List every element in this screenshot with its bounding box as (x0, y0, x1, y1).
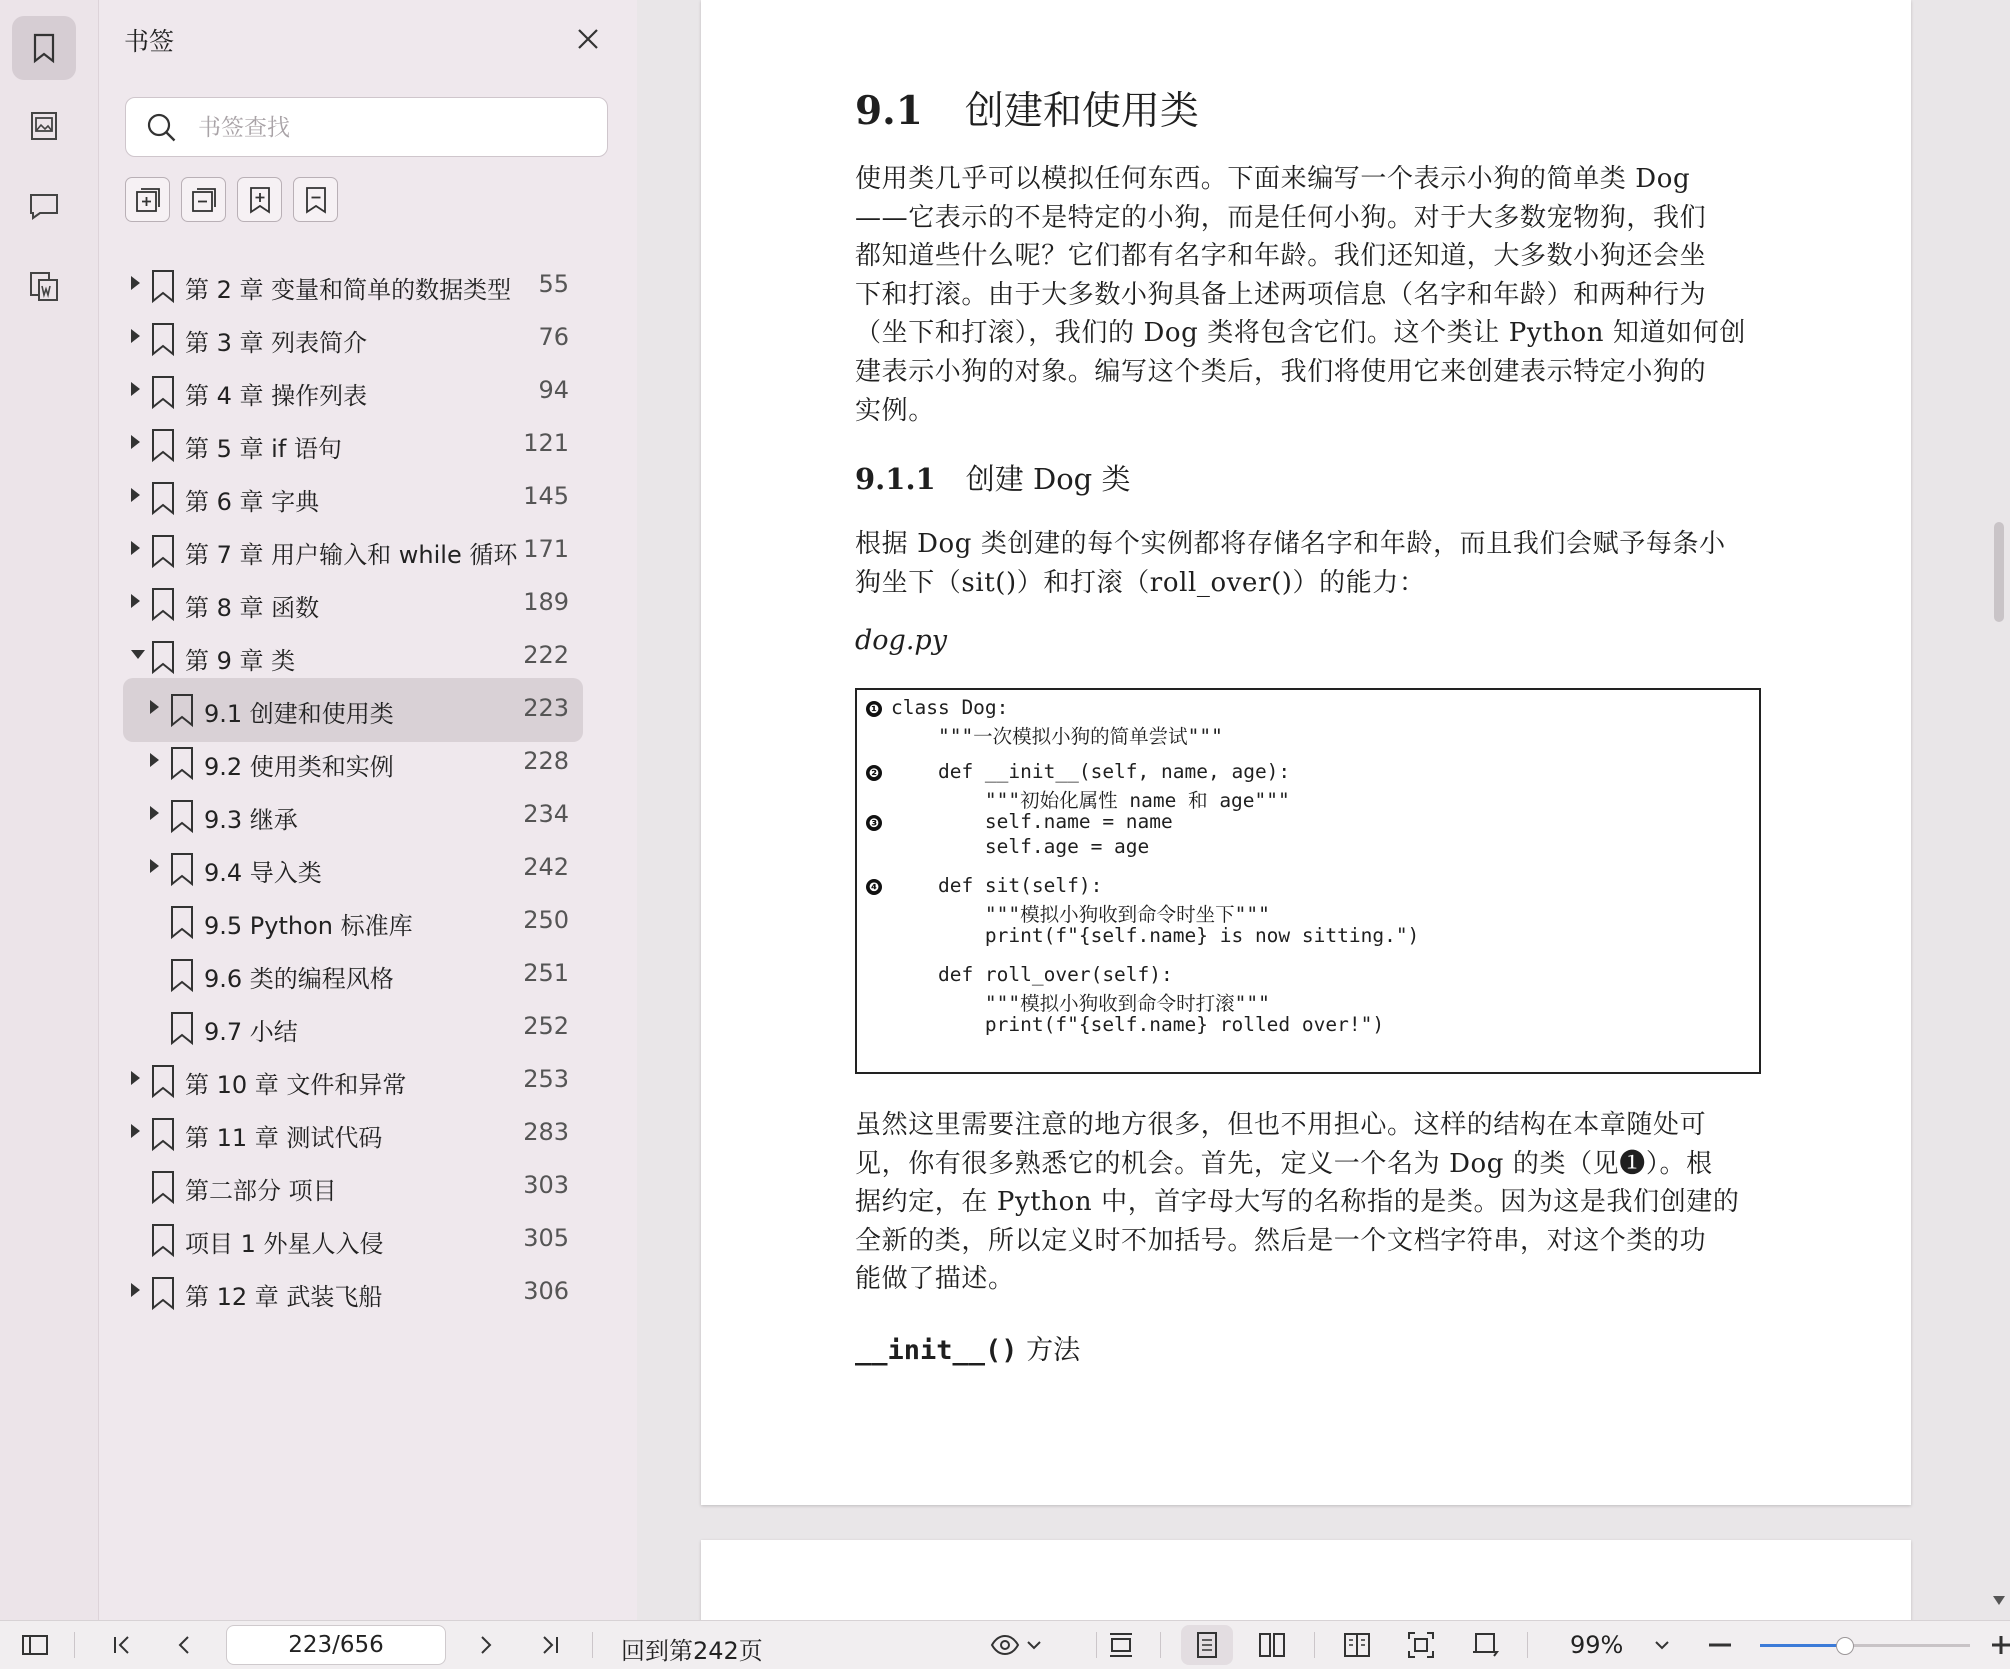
book-view-icon[interactable] (1342, 1630, 1372, 1660)
bookmark-page-number: 283 (523, 1118, 569, 1146)
bookmark-page-number: 121 (523, 429, 569, 457)
code-line: """模拟小狗收到命令时打滚""" (891, 992, 1270, 1015)
document-scroll-thumb[interactable] (1994, 522, 2004, 622)
text-line: 下和打滚。由于大多数小狗具备上述两项信息（名字和年龄）和两种行为 (855, 279, 1707, 310)
code-line: self.age = age (891, 835, 1150, 858)
first-page-icon[interactable] (107, 1630, 137, 1660)
bookmark-page-number: 251 (523, 959, 569, 987)
zoom-slider-fill (1760, 1644, 1844, 1647)
bookmark-label: 第 9 章 类 (185, 647, 296, 675)
bookmark-icon (149, 268, 177, 304)
eye-icon[interactable] (990, 1630, 1020, 1660)
bookmark-icon (168, 904, 196, 940)
text-line: 建表示小狗的对象。编写这个类后，我们将使用它来创建表示特定小狗的 (855, 356, 1707, 387)
single-page-icon[interactable] (1192, 1630, 1222, 1660)
bookmark-page-number: 171 (523, 535, 569, 563)
bookmark-label: 第二部分 项目 (185, 1177, 337, 1205)
subsection-title: 创建 Dog 类 (965, 462, 1131, 496)
text-line: （坐下和打滚），我们的 Dog 类将包含它们。这个类让 Python 知道如何创 (855, 318, 1746, 349)
thumbnail-icon[interactable] (12, 94, 76, 158)
bookmark-page-number: 223 (523, 694, 569, 722)
back-to-page-link[interactable]: 回到第242页 (621, 1637, 763, 1665)
divider (592, 1632, 593, 1658)
bookmark-label: 第 10 章 文件和异常 (185, 1071, 407, 1099)
expand-arrow-icon[interactable] (131, 541, 140, 555)
code-line: self.name = name (891, 810, 1173, 833)
expand-bookmark-icon[interactable] (237, 177, 282, 222)
code-line: def roll_over(self): (891, 963, 1173, 986)
next-page-icon[interactable] (470, 1630, 500, 1660)
bookmark-icon (168, 692, 196, 728)
bookmark-label: 第 8 章 函数 (185, 594, 320, 622)
section-heading (855, 80, 1199, 136)
bookmark-page-number: 253 (523, 1065, 569, 1093)
bookmark-icon (149, 427, 177, 463)
expand-arrow-icon[interactable] (131, 329, 140, 343)
code-line: """一次模拟小狗的简单尝试""" (891, 725, 1223, 748)
bookmark-icon (168, 957, 196, 993)
bookmark-page-number: 189 (523, 588, 569, 616)
code-annotation-marker: ❸ (866, 815, 882, 831)
bookmark-label: 9.4 导入类 (204, 859, 322, 887)
code-annotation-marker: ❶ (866, 701, 882, 717)
divider (1314, 1632, 1315, 1658)
init-code: __init__() (855, 1335, 1018, 1366)
bookmark-page-number: 145 (523, 482, 569, 510)
text-line: 实例。 (855, 395, 935, 426)
search-icon (146, 112, 178, 144)
attachment-icon[interactable] (12, 254, 76, 318)
next-pdf-page (701, 1540, 1911, 1620)
bookmark-toolbar (125, 177, 338, 222)
expand-arrow-icon[interactable] (131, 382, 140, 396)
code-listing (855, 688, 1761, 1074)
section-number: 9.1 (855, 88, 923, 134)
bookmark-icon (149, 1275, 177, 1311)
add-bookmark-icon[interactable] (125, 177, 170, 222)
bookmark-label: 9.1 创建和使用类 (204, 700, 394, 728)
bookmark-item[interactable] (123, 1261, 583, 1325)
expand-arrow-icon[interactable] (131, 1124, 140, 1138)
fit-width-icon[interactable] (1106, 1630, 1136, 1660)
bookmark-page-number: 252 (523, 1012, 569, 1040)
bookmark-icon (149, 1116, 177, 1152)
expand-arrow-icon[interactable] (131, 276, 140, 290)
left-rail (0, 0, 99, 1620)
bookmark-page-number: 234 (523, 800, 569, 828)
bookmark-page-number: 55 (538, 270, 569, 298)
collapse-bookmark-icon[interactable] (293, 177, 338, 222)
text-line: 根据 Dog 类创建的每个实例都将存储名字和年龄，而且我们会赋予每条小 (855, 529, 1726, 559)
text-line: 虽然这里需要注意的地方很多，但也不用担心。这样的结构在本章随处可 (855, 1110, 1707, 1140)
bookmark-page-number: 76 (538, 323, 569, 351)
zoom-in-icon[interactable] (1990, 1630, 2010, 1660)
bookmark-icon (168, 851, 196, 887)
bookmark-icon (149, 586, 177, 622)
subsection-number: 9.1.1 (855, 462, 936, 496)
search-input[interactable] (196, 108, 590, 148)
zoom-out-icon[interactable] (1705, 1630, 1735, 1660)
remove-bookmark-icon[interactable] (181, 177, 226, 222)
code-line: print(f"{self.name} rolled over!") (891, 1013, 1385, 1036)
bookmark-label: 第 11 章 测试代码 (185, 1124, 383, 1152)
paragraph-dog (855, 525, 1755, 602)
bookmark-icon (149, 321, 177, 357)
text-line: 能做了描述。 (855, 1264, 1015, 1295)
bookmark-panel (99, 0, 637, 1620)
text-line: 全新的类，所以定义时不加括号。然后是一个文档字符串，对这个类的功 (855, 1225, 1707, 1256)
bookmark-icon[interactable] (12, 16, 76, 80)
bookmark-page-number: 306 (523, 1277, 569, 1305)
pdf-page (701, 0, 1911, 1505)
last-page-icon[interactable] (535, 1630, 565, 1660)
scroll-down-icon[interactable] (1993, 1596, 2005, 1605)
bookmark-icon (149, 639, 177, 675)
close-icon[interactable] (571, 22, 605, 56)
expand-arrow-icon[interactable] (131, 435, 140, 449)
init-label: 方法 (1017, 1335, 1081, 1366)
chevron-down-icon[interactable] (1024, 1630, 1044, 1660)
expand-arrow-icon[interactable] (150, 859, 159, 873)
code-annotation-marker: ❷ (866, 765, 882, 781)
bookmark-icon (168, 745, 196, 781)
bookmark-label: 第 3 章 列表简介 (185, 329, 368, 357)
bookmark-label: 9.3 继承 (204, 806, 298, 834)
subsection-heading (855, 457, 1130, 498)
text-line: 见，你有很多熟悉它的机会。首先，定义一个名为 Dog 的类（见❶）。根 (855, 1148, 1713, 1179)
bookmark-page-number: 242 (523, 853, 569, 881)
bookmark-label: 第 5 章 if 语句 (185, 435, 342, 463)
bookmark-label: 9.5 Python 标准库 (204, 912, 413, 940)
comment-icon[interactable] (12, 174, 76, 238)
bookmark-label: 第 6 章 字典 (185, 488, 320, 516)
divider (74, 1632, 75, 1658)
previous-page-icon[interactable] (170, 1630, 200, 1660)
expand-arrow-icon[interactable] (131, 1071, 140, 1085)
code-line: class Dog: (891, 696, 1009, 719)
bookmark-label: 第 2 章 变量和简单的数据类型 (185, 276, 512, 304)
code-line: def sit(self): (891, 874, 1103, 897)
text-line: 据约定，在 Python 中，首字母大写的名称指的是类。因为这是我们创建的 (855, 1187, 1740, 1218)
document-view (637, 0, 2010, 1620)
bookmark-icon (149, 1063, 177, 1099)
text-line: ——它表示的不是特定的小狗，而是任何小狗。对于大多数宠物狗，我们 (855, 202, 1707, 233)
bookmark-page-number: 228 (523, 747, 569, 775)
bookmark-icon (149, 533, 177, 569)
paragraph-explain (855, 1106, 1755, 1299)
bookmark-icon (168, 798, 196, 834)
bookmark-label: 第 7 章 用户输入和 while 循环 (185, 541, 518, 569)
bookmark-label: 第 4 章 操作列表 (185, 382, 368, 410)
expand-arrow-icon[interactable] (150, 753, 159, 767)
text-line: 都知道些什么呢？它们都有名字和年龄。我们还知道，大多数小狗还会坐 (855, 241, 1707, 272)
zoom-dropdown-icon[interactable] (1652, 1630, 1672, 1660)
init-heading (855, 1328, 1080, 1367)
bookmark-search (125, 97, 608, 157)
expand-arrow-icon[interactable] (150, 806, 159, 820)
divider (1527, 1632, 1528, 1658)
divider (1096, 1632, 1097, 1658)
bookmark-page-number: 303 (523, 1171, 569, 1199)
section-title: 创建和使用类 (964, 89, 1199, 134)
bookmark-icon (149, 480, 177, 516)
page-number-input[interactable]: 223/656 (226, 1625, 446, 1665)
text-line: 狗坐下（sit()）和打滚（roll_over()）的能力： (855, 567, 1426, 598)
code-line: """模拟小狗收到命令时坐下""" (891, 903, 1270, 926)
divider (1160, 1632, 1161, 1658)
expand-arrow-icon[interactable] (131, 1283, 140, 1297)
code-line: """初始化属性 name 和 age""" (891, 789, 1290, 812)
bookmark-icon (149, 1169, 177, 1205)
bookmark-page-number: 250 (523, 906, 569, 934)
sidebar-toggle-icon[interactable] (20, 1630, 50, 1660)
bookmark-label: 9.6 类的编程风格 (204, 965, 394, 993)
fit-page-icon[interactable] (1406, 1630, 1436, 1660)
code-line: def __init__(self, name, age): (891, 760, 1291, 783)
bookmark-page-number: 94 (538, 376, 569, 404)
document-scrollbar[interactable] (1988, 0, 2010, 1620)
bookmark-label: 9.2 使用类和实例 (204, 753, 394, 781)
panel-title: 书签 (124, 27, 175, 56)
double-page-icon[interactable] (1257, 1630, 1287, 1660)
paragraph-intro (855, 160, 1755, 430)
bookmark-icon (149, 1222, 177, 1258)
bookmark-icon (149, 374, 177, 410)
bookmark-icon (168, 1010, 196, 1046)
bookmark-page-number: 222 (523, 641, 569, 669)
bookmark-label: 项目 1 外星人入侵 (185, 1230, 384, 1258)
bookmark-label: 第 12 章 武装飞船 (185, 1283, 383, 1311)
zoom-slider[interactable] (1760, 1644, 1970, 1647)
bookmark-label: 9.7 小结 (204, 1018, 298, 1046)
text-line: 使用类几乎可以模拟任何东西。下面来编写一个表示小狗的简单类 Dog (855, 164, 1691, 194)
status-bar (0, 1620, 2010, 1669)
expand-arrow-icon[interactable] (150, 700, 159, 714)
code-filename: dog.py (855, 625, 947, 656)
expand-arrow-icon[interactable] (131, 594, 140, 608)
bookmark-page-number: 305 (523, 1224, 569, 1252)
rotate-page-icon[interactable] (1470, 1630, 1500, 1660)
code-annotation-marker: ❹ (866, 879, 882, 895)
expand-arrow-icon[interactable] (131, 488, 140, 502)
zoom-slider-knob[interactable] (1836, 1637, 1854, 1655)
zoom-level[interactable]: 99% (1570, 1631, 1624, 1659)
collapse-arrow-icon[interactable] (131, 650, 145, 659)
code-line: print(f"{self.name} is now sitting.") (891, 924, 1420, 947)
